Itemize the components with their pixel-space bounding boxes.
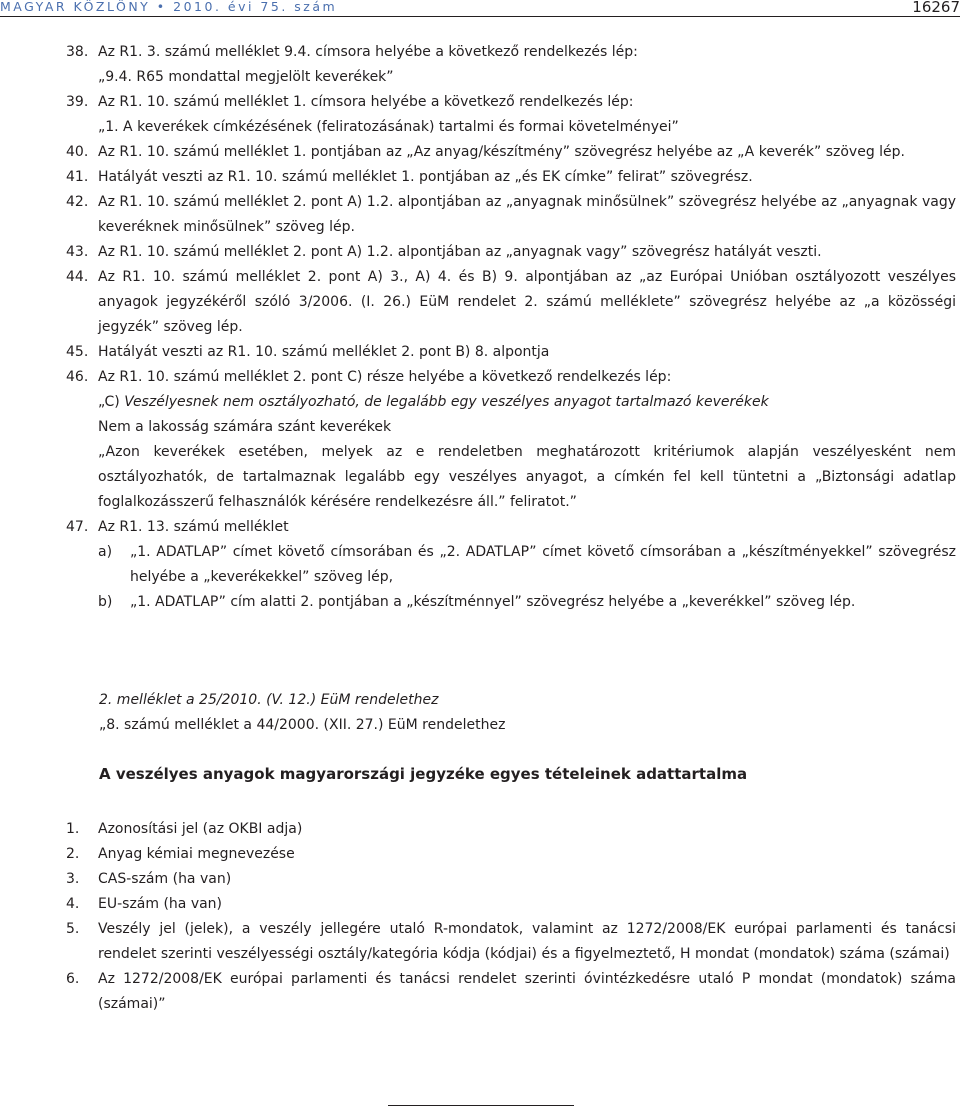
- list-item: [66, 190, 956, 240]
- item-number: 40.: [66, 144, 89, 160]
- list-item: [66, 867, 956, 892]
- item-text: Az 1272/2008/EK európai parlamenti és tanácsi rendelet szerinti óvintézkedésre utaló P mondat (mondatok) száma (számai)”: [98, 971, 956, 1012]
- list-item: [66, 365, 956, 515]
- sub-item: [98, 590, 956, 615]
- sub-item-text: „1. ADATLAP” címet követő címsorában és „2. ADATLAP” címet követő címsorában a „készítményekkel” szövegrész helyébe a „keverékekkel” szöveg lép,: [130, 544, 956, 585]
- item-text: Az R1. 10. számú melléklet 2. pont A) 1.2. alpontjában az „anyagnak minősülnek” szövegrész helyébe az „anyagnak vagy keveréknek minősülnek” szöveg lép.: [98, 194, 956, 235]
- sub-item-letter: b): [98, 594, 113, 610]
- list-item: [66, 40, 956, 90]
- list-item: [66, 817, 956, 842]
- item-number: 43.: [66, 244, 89, 260]
- item-text: Az R1. 10. számú melléklet 1. címsora helyébe a következő rendelkezés lép:: [98, 94, 634, 110]
- annex-reference: 2. melléklet a 25/2010. (V. 12.) EüM rendelethez: [99, 692, 439, 708]
- item-text: Az R1. 10. számú melléklet 2. pont A) 3., A) 4. és B) 9. alpontjában az „az Európai Unióban osztályozott veszélyes anyagok jegyzékéről szóló 3/2006. (I. 26.) EüM rendelet 2. számú melléklete” szövegrész helyébe az „a közösségi jegyzék” szöveg lép.: [98, 269, 956, 335]
- item-number: 46.: [66, 369, 89, 385]
- quote-open: „C): [98, 394, 125, 410]
- quoted-title: [98, 390, 956, 415]
- item-text: Azonosítási jel (az OKBI adja): [98, 821, 303, 837]
- item-text: CAS-szám (ha van): [98, 871, 232, 887]
- item-number: 41.: [66, 169, 89, 185]
- item-number: 47.: [66, 519, 89, 535]
- annex-subtitle: „8. számú melléklet a 44/2000. (XII. 27.) EüM rendelethez: [99, 717, 506, 733]
- list-item: [66, 892, 956, 917]
- item-number: 4.: [66, 896, 80, 912]
- sub-item: [98, 540, 956, 590]
- sub-item-text: „1. ADATLAP” cím alatti 2. pontjában a „készítménnyel” szövegrész helyébe a „keverékkel” szöveg lép.: [130, 594, 856, 610]
- item-text: Az R1. 13. számú melléklet: [98, 519, 289, 535]
- item-number: 42.: [66, 194, 89, 210]
- list-item: [66, 340, 956, 365]
- quoted-subheading: Nem a lakosság számára szánt keverékek: [98, 419, 392, 435]
- list-item: [66, 240, 956, 265]
- data-content-list: [66, 817, 956, 1017]
- sub-item-letter: a): [98, 544, 113, 560]
- footer-divider: [388, 1105, 574, 1106]
- list-item: [66, 842, 956, 867]
- item-number: 1.: [66, 821, 80, 837]
- item-text: Az R1. 3. számú melléklet 9.4. címsora helyébe a következő rendelkezés lép:: [98, 44, 638, 60]
- item-number: 38.: [66, 44, 89, 60]
- quoted-title-italic: Veszélyesnek nem osztályozható, de legalább egy veszélyes anyagot tartalmazó keverékek: [124, 394, 769, 410]
- item-number: 39.: [66, 94, 89, 110]
- quoted-paragraph: „Azon keverékek esetében, melyek az e rendeletben meghatározott kritériumok alapján veszélyesként nem osztályozhatók, de tartalmaznak legalább egy veszélyes anyagot, a címkén fel kell tüntetni a „Biztonsági adatlap foglalkozásszerű felhasználók kérésére rendelkezésre áll.” feliratot.”: [98, 444, 956, 510]
- annex-block: [99, 688, 956, 738]
- item-text: Hatályát veszti az R1. 10. számú melléklet 1. pontjában az „és EK címke” felirat” szövegrész.: [98, 169, 753, 185]
- page-number: 16267: [912, 0, 960, 16]
- item-number: 5.: [66, 921, 80, 937]
- item-text: EU-szám (ha van): [98, 896, 223, 912]
- item-number: 45.: [66, 344, 89, 360]
- item-text: Az R1. 10. számú melléklet 2. pont C) része helyébe a következő rendelkezés lép:: [98, 369, 672, 385]
- item-number: 3.: [66, 871, 80, 887]
- item-text: Az R1. 10. számú melléklet 2. pont A) 1.2. alpontjában az „anyagnak vagy” szövegrész hatályát veszti.: [98, 244, 822, 260]
- item-text: Veszély jel (jelek), a veszély jellegére utaló R-mondatok, valamint az 1272/2008/EK európai parlamenti és tanácsi rendelet szerinti veszélyességi osztály/kategória kódja (kódjai) és a figyelmeztető, H mondat (mondatok) száma (számai): [98, 921, 956, 962]
- item-subtext: „1. A keverékek címkézésének (feliratozásának) tartalmi és formai követelményei”: [98, 119, 679, 135]
- list-item: [66, 967, 956, 1017]
- list-item: [66, 140, 956, 165]
- section-heading: A veszélyes anyagok magyarországi jegyzéke egyes tételeinek adattartalma: [99, 765, 748, 783]
- item-text: Hatályát veszti az R1. 10. számú melléklet 2. pont B) 8. alpontja: [98, 344, 550, 360]
- list-item: [66, 515, 956, 615]
- item-text: Anyag kémiai megnevezése: [98, 846, 295, 862]
- list-item: [66, 265, 956, 340]
- item-number: 6.: [66, 971, 80, 987]
- journal-title: MAGYAR KÖZLÖNY • 2010. évi 75. szám: [0, 0, 338, 14]
- list-item: [66, 90, 956, 140]
- item-number: 44.: [66, 269, 89, 285]
- list-item: [66, 165, 956, 190]
- amendment-list: [66, 40, 956, 615]
- page-header: [0, 0, 960, 17]
- item-text: Az R1. 10. számú melléklet 1. pontjában az „Az anyag/készítmény” szövegrész helyébe az „A keverék” szöveg lép.: [98, 144, 905, 160]
- list-item: [66, 917, 956, 967]
- item-subtext: „9.4. R65 mondattal megjelölt keverékek”: [98, 69, 394, 85]
- item-number: 2.: [66, 846, 80, 862]
